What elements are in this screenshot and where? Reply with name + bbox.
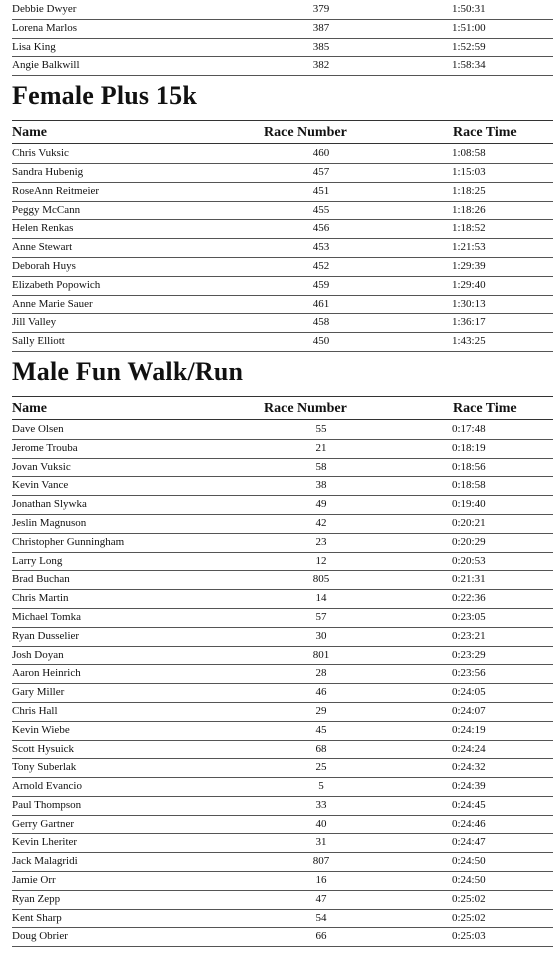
race-time: 0:19:40: [452, 498, 486, 511]
runner-name: Helen Renkas: [12, 222, 74, 235]
race-time: 0:20:53: [452, 554, 486, 567]
race-number: 456: [312, 222, 330, 235]
race-number: 55: [315, 422, 327, 435]
table-row: [12, 515, 553, 534]
table-row: [12, 333, 553, 352]
race-time: 1:36:17: [452, 316, 486, 329]
race-time: 0:25:02: [452, 911, 486, 924]
race-number: 30: [315, 629, 327, 642]
table-row: [12, 202, 553, 221]
table-row: [12, 759, 553, 778]
race-number: 460: [312, 147, 330, 160]
race-number: 382: [312, 59, 330, 72]
race-time: 1:58:34: [452, 59, 486, 72]
race-number: 14: [315, 592, 327, 605]
race-number: 33: [315, 798, 327, 811]
race-number: 450: [312, 335, 330, 348]
table-row: [12, 164, 553, 183]
runner-name: Peggy McCann: [12, 203, 81, 216]
runner-name: Josh Doyan: [12, 648, 64, 661]
table-row: [12, 239, 553, 258]
race-time: 0:24:45: [452, 798, 486, 811]
runner-name: Chris Vuksic: [12, 147, 69, 160]
table-row: [12, 834, 553, 853]
runner-name: Elizabeth Popowich: [12, 278, 101, 291]
race-number: 21: [315, 441, 327, 454]
header-race-number: Race Number: [264, 125, 347, 141]
race-number: 57: [315, 610, 327, 623]
race-number: 58: [315, 460, 327, 473]
race-number: 40: [315, 817, 327, 830]
runner-name: Kevin Vance: [12, 479, 69, 492]
race-time: 1:21:53: [452, 241, 486, 254]
race-time: 1:18:26: [452, 203, 486, 216]
table-row: [12, 220, 553, 239]
race-time: 0:24:32: [452, 761, 486, 774]
race-number: 25: [315, 761, 327, 774]
table-row: [12, 459, 553, 478]
race-time: 0:24:50: [452, 874, 486, 887]
table-row: [12, 647, 553, 666]
race-time: 0:23:29: [452, 648, 486, 661]
table-row: [12, 496, 553, 515]
table-row: [12, 628, 553, 647]
race-time: 0:23:21: [452, 629, 486, 642]
race-number: 23: [315, 535, 327, 548]
race-number: 12: [315, 554, 327, 567]
runner-name: Scott Hysuick: [12, 742, 75, 755]
runner-name: RoseAnn Reitmeier: [12, 184, 100, 197]
race-number: 458: [312, 316, 330, 329]
runner-name: Gerry Gartner: [12, 817, 74, 830]
runner-name: Larry Long: [12, 554, 63, 567]
race-time: 1:51:00: [452, 21, 486, 34]
runner-name: Jovan Vuksic: [12, 460, 71, 473]
race-time: 1:50:31: [452, 3, 486, 15]
table-row: [12, 665, 553, 684]
race-number: 46: [315, 686, 327, 699]
runner-name: Gary Miller: [12, 686, 65, 699]
runner-name: Angie Balkwill: [12, 59, 80, 72]
runner-name: Ryan Zepp: [12, 892, 61, 905]
race-number: 16: [315, 874, 327, 887]
race-time: 0:18:56: [452, 460, 486, 473]
race-number: 42: [315, 516, 327, 529]
race-time: 0:24:46: [452, 817, 486, 830]
race-number: 451: [312, 184, 330, 197]
race-time: 0:17:48: [452, 422, 486, 435]
race-time: 0:22:36: [452, 592, 486, 605]
runner-name: Michael Tomka: [12, 610, 81, 623]
table-row: [12, 421, 553, 440]
header-race-time: Race Time: [453, 125, 517, 141]
race-time: 1:18:52: [452, 222, 486, 235]
runner-name: Jack Malagridi: [12, 855, 78, 868]
runner-name: Deborah Huys: [12, 259, 76, 272]
header-race-number: Race Number: [264, 400, 347, 416]
race-number: 457: [312, 165, 330, 178]
table-row: [12, 609, 553, 628]
table-row: [12, 778, 553, 797]
table-row: [12, 891, 553, 910]
runner-name: Debbie Dwyer: [12, 3, 77, 15]
race-number: 47: [315, 892, 327, 905]
runner-name: Dave Olsen: [12, 422, 64, 435]
race-time: 0:24:19: [452, 723, 486, 736]
table-row: [12, 440, 553, 459]
race-number: 45: [315, 723, 327, 736]
race-time: 0:21:31: [452, 573, 486, 586]
runner-name: Jerome Trouba: [12, 441, 78, 454]
runner-name: Jeslin Magnuson: [12, 516, 87, 529]
race-time: 0:24:47: [452, 836, 486, 849]
top-results-table: [12, 1, 553, 76]
runner-name: Ryan Dusselier: [12, 629, 80, 642]
table-row: [12, 872, 553, 891]
runner-name: Arnold Evancio: [12, 780, 82, 793]
table-row: [12, 928, 553, 947]
race-number: 66: [315, 930, 327, 943]
race-time: 1:43:25: [452, 335, 486, 348]
race-time: 0:24:50: [452, 855, 486, 868]
female-plus-15k-table: [12, 145, 553, 352]
table-row: [12, 741, 553, 760]
race-time: 0:25:02: [452, 892, 486, 905]
table-row: [12, 314, 553, 333]
runner-name: Chris Martin: [12, 592, 69, 605]
race-time: 1:18:25: [452, 184, 486, 197]
runner-name: Aaron Heinrich: [12, 667, 81, 680]
runner-name: Jill Valley: [12, 316, 57, 329]
race-time: 0:18:19: [452, 441, 486, 454]
race-number: 455: [312, 203, 330, 216]
race-time: 0:24:05: [452, 686, 486, 699]
runner-name: Jonathan Slywka: [12, 498, 87, 511]
runner-name: Kevin Lheriter: [12, 836, 78, 849]
race-number: 452: [312, 259, 330, 272]
table-row: [12, 20, 553, 39]
race-time: 0:25:03: [452, 930, 486, 943]
section-rule: [12, 120, 553, 121]
table-row: [12, 703, 553, 722]
runner-name: Jamie Orr: [12, 874, 56, 887]
table-row: [12, 534, 553, 553]
runner-name: Chris Hall: [12, 704, 58, 717]
race-number: 379: [312, 3, 330, 15]
table-row: [12, 145, 553, 164]
table-header: [12, 123, 553, 144]
race-number: 68: [315, 742, 327, 755]
race-number: 29: [315, 704, 327, 717]
results-page: [12, 0, 553, 947]
race-time: 0:24:24: [452, 742, 486, 755]
race-number: 5: [318, 780, 324, 793]
race-time: 0:18:58: [452, 479, 486, 492]
race-time: 1:30:13: [452, 297, 486, 310]
table-row: [12, 797, 553, 816]
table-row: [12, 816, 553, 835]
table-row: [12, 571, 553, 590]
race-time: 1:29:40: [452, 278, 486, 291]
race-time: 0:20:29: [452, 535, 486, 548]
race-number: 461: [312, 297, 330, 310]
race-number: 28: [315, 667, 327, 680]
table-row: [12, 1, 553, 20]
race-time: 1:08:58: [452, 147, 486, 160]
race-number: 385: [312, 40, 330, 53]
male-fun-walk-run-table: [12, 421, 553, 947]
race-number: 387: [312, 21, 330, 34]
race-number: 459: [312, 278, 330, 291]
race-number: 49: [315, 498, 327, 511]
header-name: Name: [12, 400, 47, 416]
race-number: 801: [312, 648, 330, 661]
race-time: 0:20:21: [452, 516, 486, 529]
runner-name: Anne Marie Sauer: [12, 297, 93, 310]
race-number: 453: [312, 241, 330, 254]
table-row: [12, 590, 553, 609]
race-number: 54: [315, 911, 327, 924]
race-time: 0:24:07: [452, 704, 486, 717]
race-time: 0:23:05: [452, 610, 486, 623]
race-time: 0:24:39: [452, 780, 486, 793]
table-row: [12, 39, 553, 58]
race-number: 807: [312, 855, 330, 868]
runner-name: Kevin Wiebe: [12, 723, 70, 736]
table-row: [12, 684, 553, 703]
table-row: [12, 183, 553, 202]
runner-name: Kent Sharp: [12, 911, 62, 924]
table-row: [12, 277, 553, 296]
runner-name: Paul Thompson: [12, 798, 82, 811]
table-header: [12, 399, 553, 420]
section-title-male-fun-walk-run: Male Fun Walk/Run: [12, 356, 244, 386]
race-time: 1:29:39: [452, 259, 486, 272]
section-rule: [12, 396, 553, 397]
race-time: 1:15:03: [452, 165, 486, 178]
table-row: [12, 57, 553, 76]
runner-name: Sally Elliott: [12, 335, 65, 348]
runner-name: Anne Stewart: [12, 241, 73, 254]
race-number: 38: [315, 479, 327, 492]
runner-name: Tony Suberlak: [12, 761, 77, 774]
race-number: 805: [312, 573, 330, 586]
table-row: [12, 258, 553, 277]
table-row: [12, 910, 553, 929]
table-row: [12, 853, 553, 872]
runner-name: Brad Buchan: [12, 573, 70, 586]
table-row: [12, 722, 553, 741]
race-time: 0:23:56: [452, 667, 486, 680]
runner-name: Doug Obrier: [12, 930, 68, 943]
runner-name: Lisa King: [12, 40, 56, 53]
table-row: [12, 296, 553, 315]
table-row: [12, 477, 553, 496]
race-number: 31: [315, 836, 327, 849]
runner-name: Sandra Hubenig: [12, 165, 84, 178]
table-row: [12, 553, 553, 572]
header-race-time: Race Time: [453, 400, 517, 416]
race-time: 1:52:59: [452, 40, 486, 53]
runner-name: Lorena Marlos: [12, 21, 78, 34]
header-name: Name: [12, 125, 47, 141]
section-title-female-plus-15k: Female Plus 15k: [12, 81, 197, 111]
runner-name: Christopher Gunningham: [12, 535, 125, 548]
